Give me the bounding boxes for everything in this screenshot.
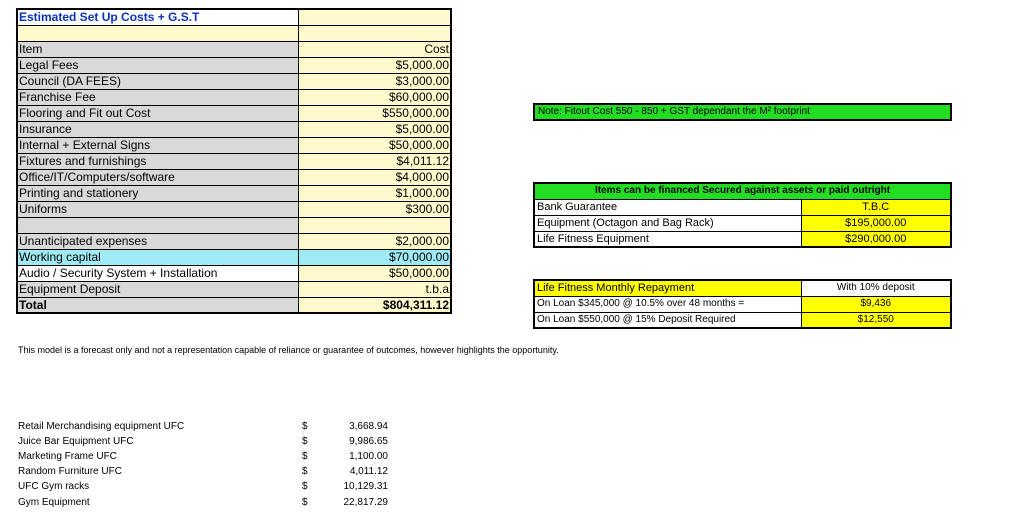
cost-cell: $4,011.12: [298, 153, 451, 169]
cost-cell: $4,000.00: [298, 169, 451, 185]
loan-repayment-table: [533, 279, 952, 329]
finance-label: Equipment (Octagon and Bag Rack): [534, 215, 801, 231]
table-row: [534, 296, 951, 312]
cost-cell: $3,000.00: [298, 73, 451, 89]
loan-label: On Loan $550,000 @ 15% Deposit Required: [534, 312, 801, 328]
list-item: [18, 479, 388, 494]
total-row: [17, 297, 451, 313]
table-row: [17, 249, 451, 265]
item-cell: Council (DA FEES): [17, 73, 298, 89]
equipment-name: Juice Bar Equipment UFC: [18, 436, 134, 447]
finance-value: $195,000.00: [801, 215, 951, 231]
equipment-amount: 10,129.31: [343, 481, 388, 492]
table-row: [17, 281, 451, 297]
table-row: [534, 215, 951, 231]
setup-costs-table: [16, 8, 452, 314]
currency-symbol: $: [302, 497, 308, 508]
currency-symbol: $: [302, 451, 308, 462]
loan-heading-right: With 10% deposit: [801, 280, 951, 296]
cost-cell: $5,000.00: [298, 121, 451, 137]
blank-cell: [298, 25, 451, 41]
cost-cell: t.b.a: [298, 281, 451, 297]
currency-symbol: $: [302, 421, 308, 432]
equipment-amount: 22,817.29: [343, 497, 388, 508]
equipment-amount: 9,986.65: [349, 436, 388, 447]
equipment-name: Gym Equipment: [18, 497, 90, 508]
loan-heading: Life Fitness Monthly Repayment: [534, 280, 801, 296]
table-title: Estimated Set Up Costs + G.S.T: [17, 9, 298, 25]
currency-symbol: $: [302, 481, 308, 492]
table-row: [17, 153, 451, 169]
total-value: $804,311.12: [298, 297, 451, 313]
currency-symbol: $: [302, 466, 308, 477]
loan-value: $12,550: [801, 312, 951, 328]
finance-label: Bank Guarantee: [534, 199, 801, 215]
table-row: [534, 199, 951, 215]
item-cell: Internal + External Signs: [17, 137, 298, 153]
equipment-amount: 3,668.94: [349, 421, 388, 432]
table-row: [17, 169, 451, 185]
item-cell: Office/IT/Computers/software: [17, 169, 298, 185]
cost-cell: $550,000.00: [298, 105, 451, 121]
table-row: [17, 89, 451, 105]
loan-value: $9,436: [801, 296, 951, 312]
item-cell: Printing and stationery: [17, 185, 298, 201]
loan-label: On Loan $345,000 @ 10.5% over 48 months =: [534, 296, 801, 312]
column-header-cost: Cost: [298, 41, 451, 57]
table-row: [17, 105, 451, 121]
cost-cell: $60,000.00: [298, 89, 451, 105]
table-row: [17, 265, 451, 281]
table-row: [17, 217, 451, 233]
finance-value: $290,000.00: [801, 231, 951, 247]
equipment-amount: 4,011.12: [349, 466, 388, 477]
column-header-item: Item: [17, 41, 298, 57]
table-row: [17, 233, 451, 249]
table-row: [534, 231, 951, 247]
list-item: [18, 495, 388, 510]
fitout-note: Note: Fitout Cost 550 - 850 + GST dependant the M² footprint: [533, 103, 952, 121]
table-row: [17, 121, 451, 137]
item-cell: Franchise Fee: [17, 89, 298, 105]
item-cell: [17, 217, 298, 233]
cost-cell: $5,000.00: [298, 57, 451, 73]
equipment-amount: 1,100.00: [349, 451, 388, 462]
equipment-name: Marketing Frame UFC: [18, 451, 117, 462]
list-item: [18, 419, 388, 434]
item-cell: Flooring and Fit out Cost: [17, 105, 298, 121]
finance-table: [533, 182, 952, 248]
blank-cell: [17, 25, 298, 41]
equipment-name: UFC Gym racks: [18, 481, 90, 492]
cost-cell: $50,000.00: [298, 137, 451, 153]
table-row: [17, 137, 451, 153]
item-cell: Insurance: [17, 121, 298, 137]
item-cell: Legal Fees: [17, 57, 298, 73]
equipment-name: Retail Merchandising equipment UFC: [18, 421, 185, 432]
table-row: [17, 57, 451, 73]
item-cell: Equipment Deposit: [17, 281, 298, 297]
item-cell: Working capital: [17, 249, 298, 265]
finance-label: Life Fitness Equipment: [534, 231, 801, 247]
item-cell: Uniforms: [17, 201, 298, 217]
table-row: [17, 201, 451, 217]
table-row: [17, 185, 451, 201]
table-row: [17, 73, 451, 89]
item-cell: Fixtures and furnishings: [17, 153, 298, 169]
finance-value: T.B.C: [801, 199, 951, 215]
list-item: [18, 449, 388, 464]
cost-cell: $50,000.00: [298, 265, 451, 281]
table-row: [534, 312, 951, 328]
equipment-name: Random Furniture UFC: [18, 466, 122, 477]
currency-symbol: $: [302, 436, 308, 447]
item-cell: Audio / Security System + Installation: [17, 265, 298, 281]
finance-heading: Items can be financed Secured against assets or paid outright: [534, 183, 951, 199]
cost-cell: $70,000.00: [298, 249, 451, 265]
title-blank-cell: [298, 9, 451, 25]
cost-cell: $1,000.00: [298, 185, 451, 201]
list-item: [18, 464, 388, 479]
list-item: [18, 434, 388, 449]
cost-cell: $300.00: [298, 201, 451, 217]
cost-cell: [298, 217, 451, 233]
disclaimer-text: This model is a forecast only and not a representation capable of reliance or guarantee of outcomes, however highlights the opportunity.: [18, 345, 559, 355]
cost-cell: $2,000.00: [298, 233, 451, 249]
total-label: Total: [17, 297, 298, 313]
item-cell: Unanticipated expenses: [17, 233, 298, 249]
